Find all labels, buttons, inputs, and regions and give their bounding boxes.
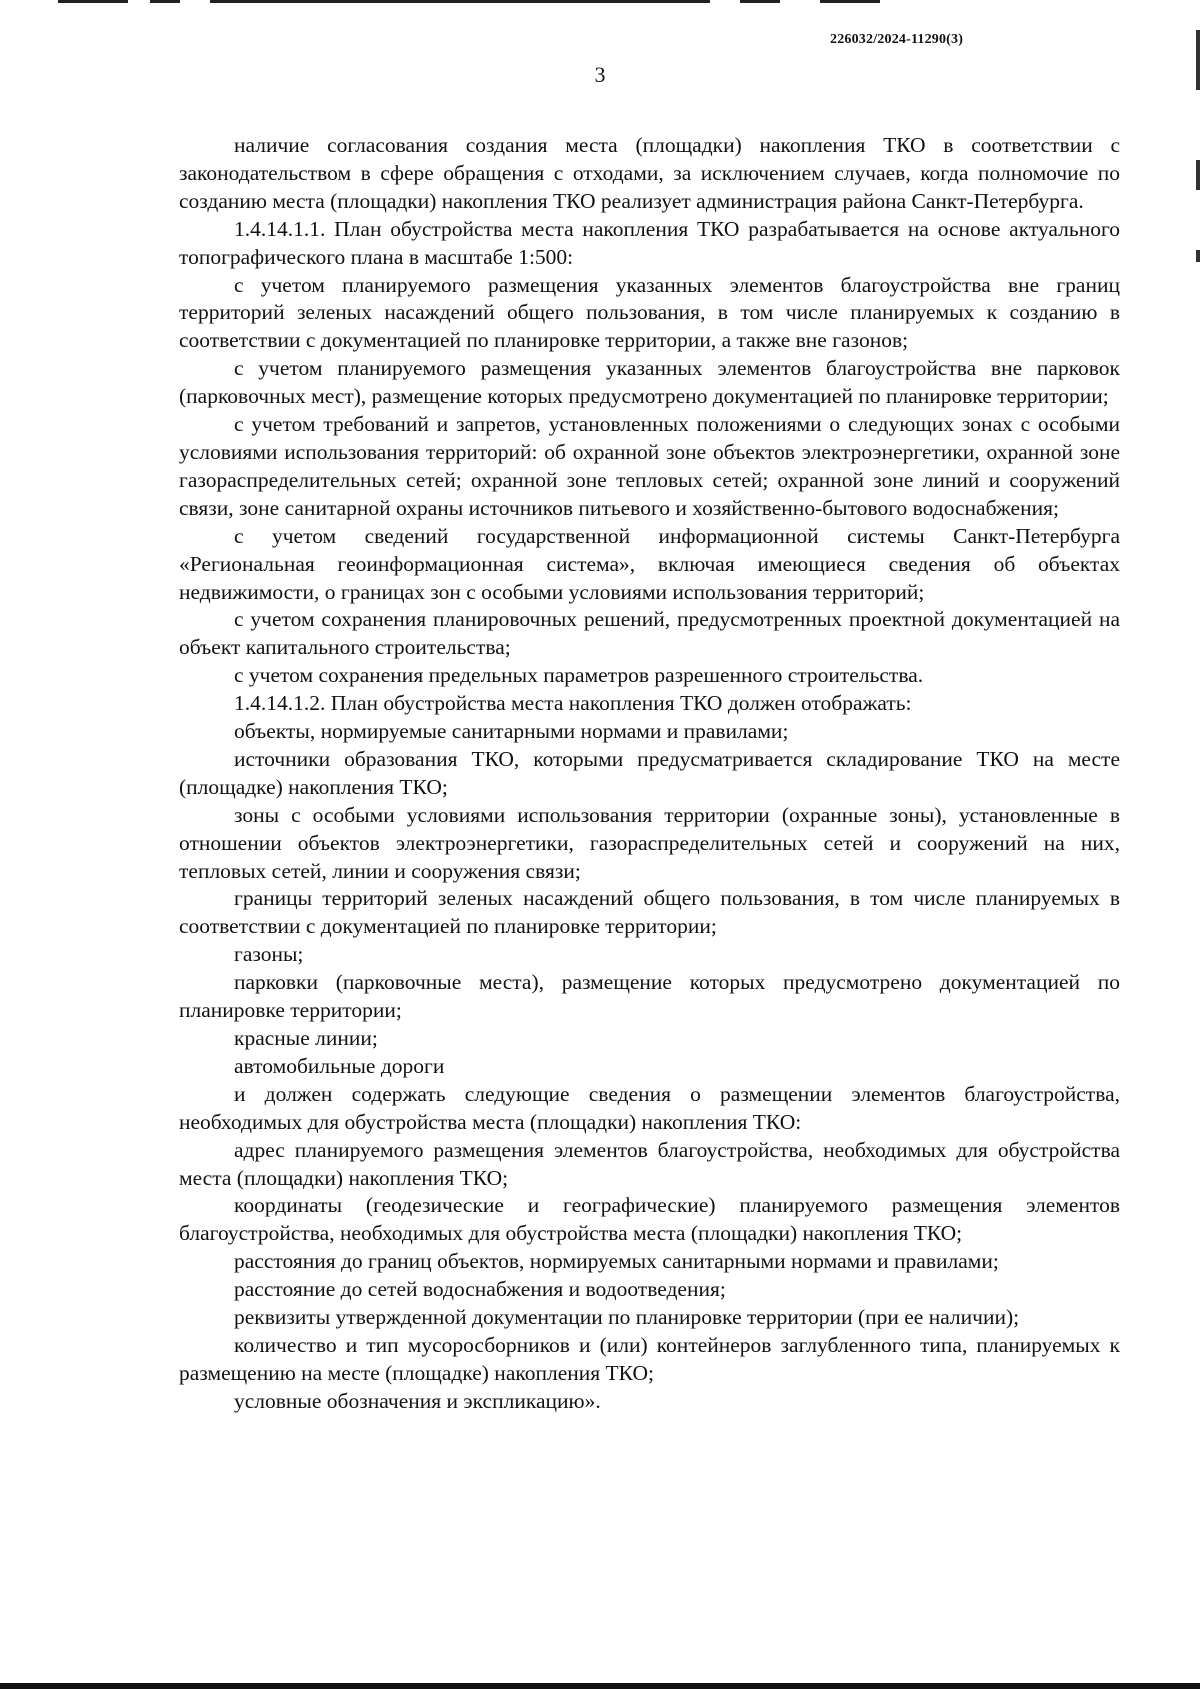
paragraph: границы территорий зеленых насаждений общего пользования, в том числе планируемых в соответствии с документацией по планировке территории; <box>179 886 1120 939</box>
paragraph: расстояния до границ объектов, нормируемых санитарными нормами и правилами; <box>234 1249 999 1274</box>
paragraph: автомобильные дороги <box>234 1053 445 1078</box>
paragraph: источники образования ТКО, которыми предусматривается складирование ТКО на месте (площадке) накопления ТКО; <box>179 746 1120 799</box>
paragraph: с учетом планируемого размещения указанных элементов благоустройства вне парковок (парковочных мест), размещение которых предусмотрено документацией по планировке территории; <box>179 356 1120 409</box>
scan-artifact <box>820 0 880 3</box>
scan-artifact <box>210 0 710 3</box>
paragraph: с учетом планируемого размещения указанных элементов благоустройства вне границ территорий зеленых насаждений общего пользования, в том числе планируемых к созданию в соответствии с документацией по планировке территории, а также вне газонов; <box>179 272 1120 353</box>
scan-artifact <box>0 1683 1200 1689</box>
paragraph: газоны; <box>234 942 304 967</box>
paragraph: с учетом сведений государственной информационной системы Санкт-Петербурга «Региональная геоинформационная система», включая имеющиеся сведения об объектах недвижимости, о границах зон с особыми условиями использования территорий; <box>179 523 1120 604</box>
paragraph: реквизиты утвержденной документации по планировке территории (при ее наличии); <box>234 1305 1020 1330</box>
paragraph: адрес планируемого размещения элементов благоустройства, необходимых для обустройства места (площадки) накопления ТКО; <box>179 1137 1120 1190</box>
paragraph: и должен содержать следующие сведения о размещении элементов благоустройства, необходимых для обустройства места (площадки) накопления ТКО: <box>179 1081 1120 1134</box>
document-body <box>179 132 1120 1416</box>
scan-artifact <box>58 0 128 3</box>
paragraph: условные обозначения и экспликацию». <box>234 1388 601 1413</box>
paragraph: наличие согласования создания места (площадки) накопления ТКО в соответствии с законодательством в сфере обращения с отходами, за исключением случаев, когда полномочие по созданию места (площадки) накопления ТКО реализует администрация района Санкт-Петербурга. <box>179 133 1120 213</box>
paragraph: зоны с особыми условиями использования территории (охранные зоны), установленные в отношении объектов электроэнергетики, газораспределительных сетей и сооружений на них, тепловых сетей, линии и сооружения связи; <box>179 802 1120 883</box>
paragraph: объекты, нормируемые санитарными нормами и правилами; <box>234 719 789 744</box>
paragraph: количество и тип мусоросборников и (или) контейнеров заглубленного типа, планируемых к размещению на месте (площадке) накопления ТКО; <box>179 1332 1120 1385</box>
scan-artifact <box>1196 250 1200 262</box>
paragraph: парковки (парковочные места), размещение которых предусмотрено документацией по планировке территории; <box>179 970 1120 1023</box>
paragraph: расстояние до сетей водоснабжения и водоотведения; <box>234 1277 726 1302</box>
scan-artifact <box>740 0 780 3</box>
scan-artifact <box>1196 160 1200 190</box>
paragraph: с учетом сохранения предельных параметров разрешенного строительства. <box>234 663 924 688</box>
paragraph: 1.4.14.1.2. План обустройства места накопления ТКО должен отображать: <box>234 691 912 716</box>
paragraph: с учетом сохранения планировочных решений, предусмотренных проектной документацией на объект капитального строительства; <box>179 607 1120 660</box>
paragraph: красные линии; <box>234 1026 378 1050</box>
page-number: 3 <box>594 62 606 87</box>
scan-artifact <box>150 0 180 3</box>
paragraph: с учетом требований и запретов, установленных положениями о следующих зонах с особыми условиями использования территорий: об охранной зоне объектов электроэнергетики, охранной зоне газораспределительных сетей; охранной зоне тепловых сетей; охранной зоне линий и сооружений связи, зоне санитарной охраны источников питьевого и хозяйственно-бытового водоснабжения; <box>179 412 1120 520</box>
document-number: 226032/2024-11290(3) <box>830 32 964 47</box>
paragraph: координаты (геодезические и географические) планируемого размещения элементов благоустройства, необходимых для обустройства места (площадки) накопления ТКО; <box>179 1193 1120 1246</box>
paragraph: 1.4.14.1.1. План обустройства места накопления ТКО разрабатывается на основе актуального топографического плана в масштабе 1:500: <box>179 216 1120 269</box>
